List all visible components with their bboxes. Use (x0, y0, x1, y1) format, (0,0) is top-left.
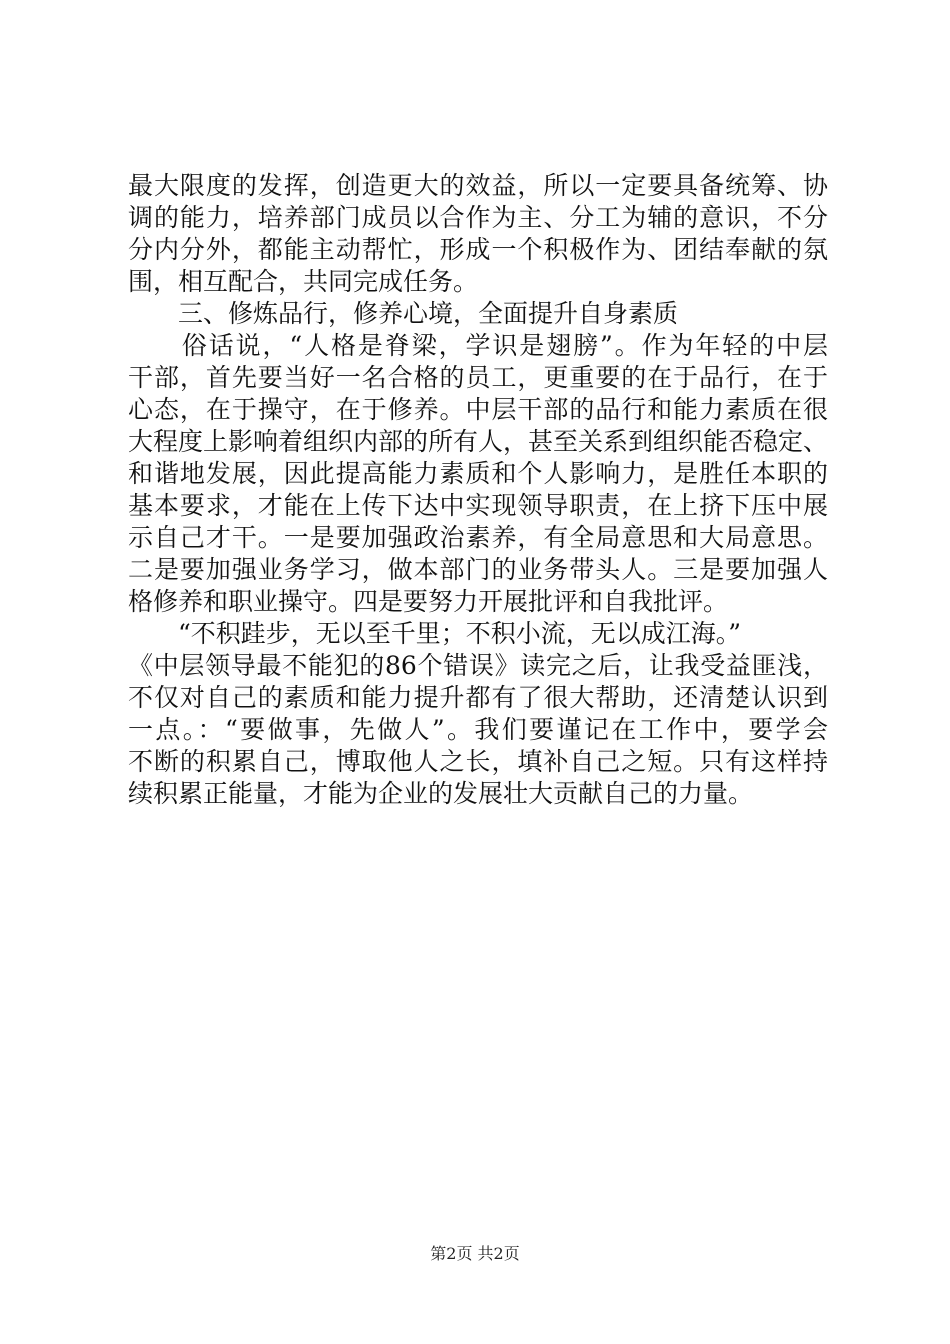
text-line: 不断的积累自己，博取他人之长，填补自己之短。只有这样持 (128, 747, 828, 776)
text-line: 围，相互配合，共同完成任务。 (128, 267, 479, 296)
text-line: 基本要求，才能在上传下达中实现领导职责，在上挤下压中展 (128, 491, 828, 520)
section-heading: 三、修炼品行，修养心境，全面提升自身素质 (128, 299, 679, 328)
text-line: 格修养和职业操守。四是要努力开展批评和自我批评。 (128, 587, 729, 616)
page-footer: 第2页 共2页 (430, 1244, 520, 1263)
text-line: 不仅对自己的素质和能力提升都有了很大帮助，还清楚认识到 (128, 683, 828, 712)
text-line: 《中层领导最不能犯的86个错误》读完之后，让我受益匪浅， (128, 651, 828, 680)
text-line: 大程度上影响着组织内部的所有人，甚至关系到组织能否稳定、 (128, 427, 829, 456)
text-line: 二是要加强业务学习，做本部门的业务带头人。三是要加强人 (128, 555, 828, 584)
text-line: 干部，首先要当好一名合格的员工，更重要的在于品行，在于 (128, 363, 828, 392)
text-line: 分内分外，都能主动帮忙，形成一个积极作为、团结奉献的氛 (128, 235, 828, 264)
text-line: 示自己才干。一是要加强政治素养，有全局意思和大局意思。 (128, 523, 828, 552)
text-line: 心态，在于操守，在于修养。中层干部的品行和能力素质在很 (128, 395, 828, 424)
text-line: 一点。：“要做事，先做人”。我们要谨记在工作中，要学会 (128, 715, 828, 744)
document-body (128, 170, 828, 810)
quote-line: “不积跬步，无以至千里；不积小流，无以成江海。” (128, 619, 742, 648)
text-line: 最大限度的发挥，创造更大的效益，所以一定要具备统筹、协 (128, 171, 828, 200)
text-line: 俗话说，“人格是脊梁，学识是翅膀”。作为年轻的中层 (128, 331, 828, 360)
text-line: 和谐地发展，因此提高能力素质和个人影响力，是胜任本职的 (128, 459, 828, 488)
text-line: 续积累正能量，才能为企业的发展壮大贡献自己的力量。 (128, 779, 754, 808)
text-line: 调的能力，培养部门成员以合作为主、分工为辅的意识，不分 (128, 203, 828, 232)
